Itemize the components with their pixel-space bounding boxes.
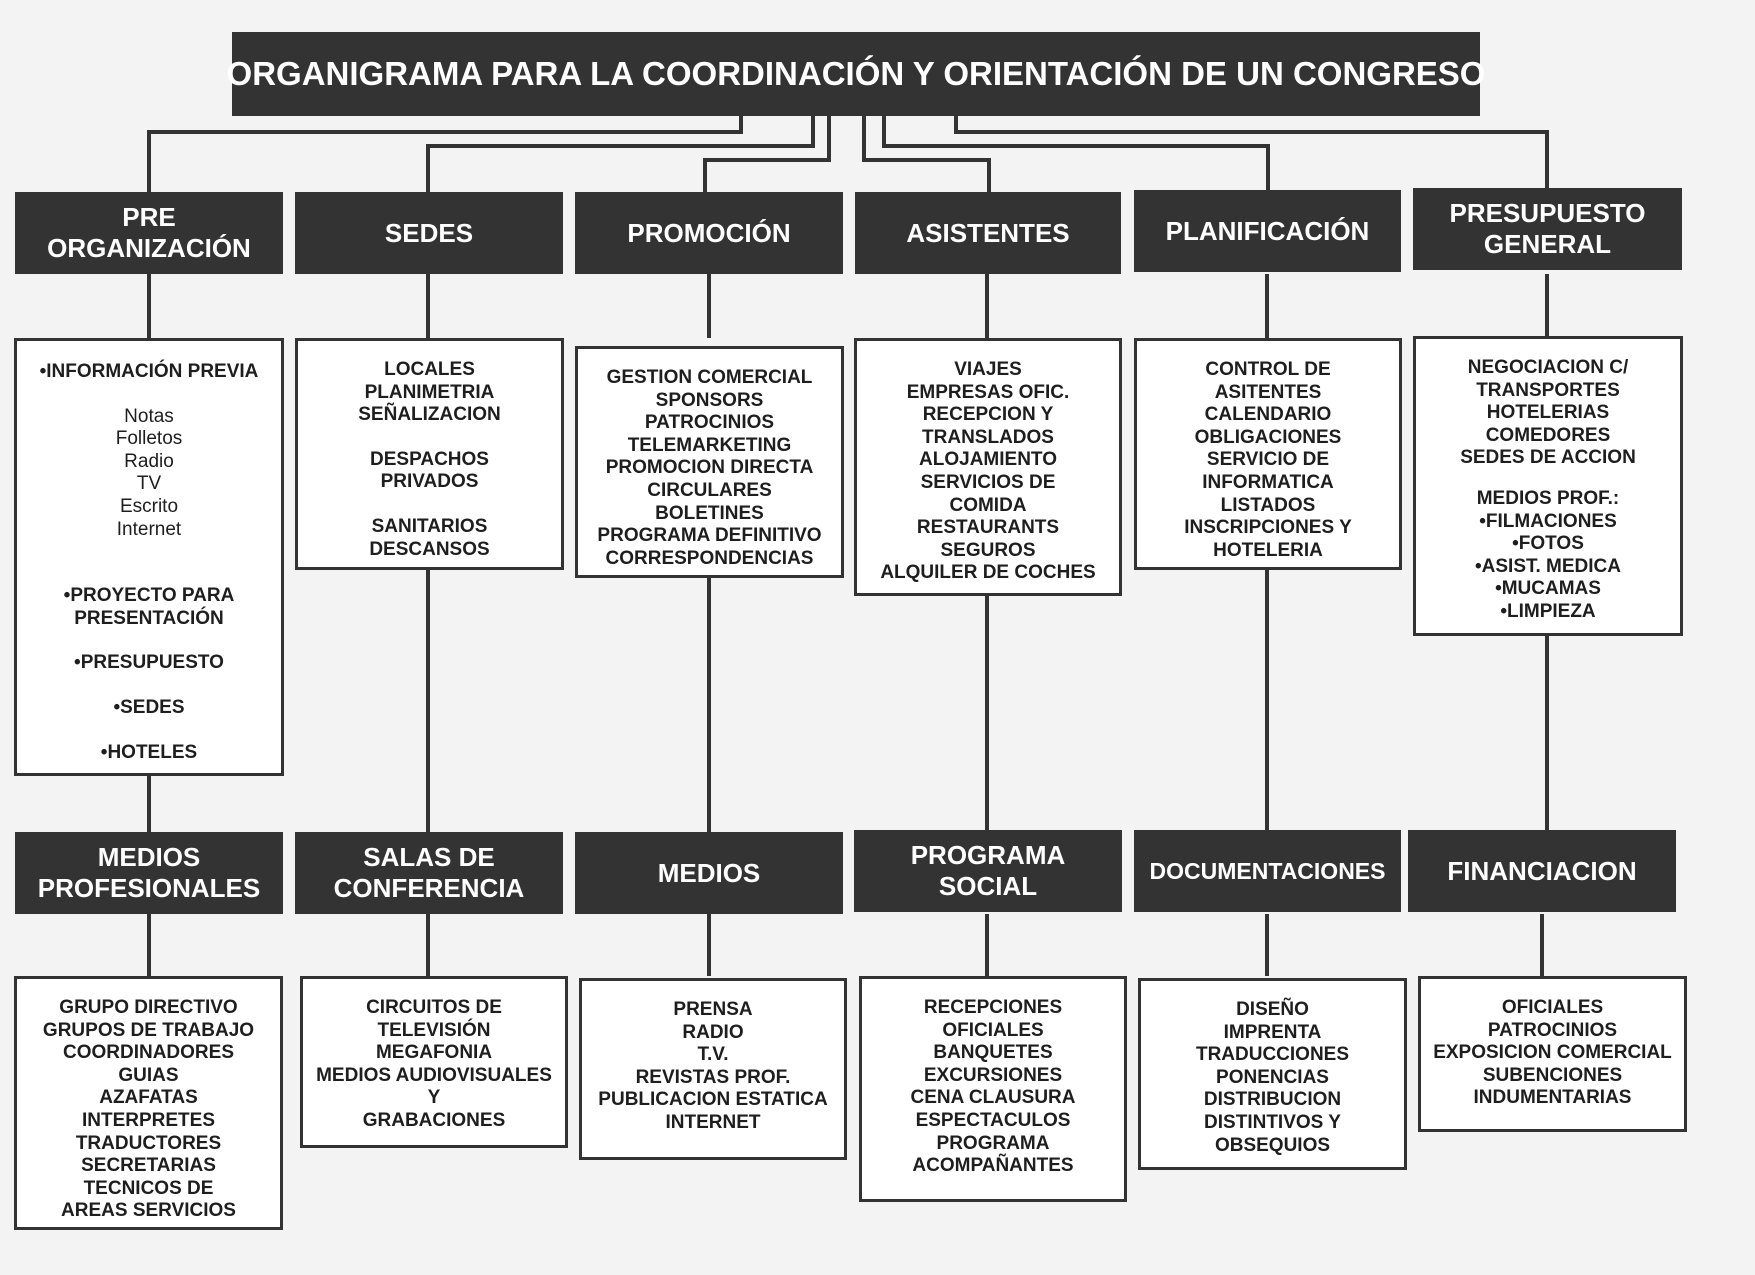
connector-promocion [705, 116, 829, 192]
box-medios-profesionales [14, 976, 283, 1230]
header-salas-de-conferencia [295, 832, 563, 914]
sedes-group-3: SANITARIOS DESCANSOS [369, 515, 490, 560]
header-promocion [575, 192, 843, 274]
promocion-list: GESTION COMERCIAL SPONSORS PATROCINIOS TELEMARKETING PROMOCION DIRECTA CIRCULARES BOLETINES PROGRAMA DEFINITIVO CORRESPONDENCIAS [597, 367, 822, 569]
box-promocion [575, 346, 844, 578]
box-financiacion [1418, 976, 1687, 1132]
item-presupuesto: •PRESUPUESTO [74, 652, 224, 674]
presupuesto-group-2: MEDIOS PROF.: •FILMACIONES •FOTOS •ASIST. MEDICA •MUCAMAS •LIMPIEZA [1475, 487, 1621, 622]
header-label: SALAS DE CONFERENCIA [333, 842, 525, 903]
header-label: PRESUPUESTO GENERAL [1449, 198, 1646, 259]
item-sedes: •SEDES [113, 696, 185, 718]
header-label: DOCUMENTACIONES [1149, 857, 1386, 884]
header-medios [575, 832, 843, 914]
sedes-group-1: LOCALES PLANIMETRIA SEÑALIZACION [358, 359, 501, 426]
box-planificacion [1134, 338, 1402, 570]
header-label: PRE ORGANIZACIÓN [47, 202, 251, 263]
programa-social-list: RECEPCIONES OFICIALES BANQUETES EXCURSIONES CENA CLAUSURA ESPECTACULOS PROGRAMA ACOMPAÑANTES [910, 997, 1076, 1177]
header-sedes [295, 192, 563, 274]
salas-list: CIRCUITOS DE TELEVISIÓN MEGAFONIA MEDIOS AUDIOVISUALES Y GRABACIONES [316, 997, 552, 1131]
box-presupuesto-general [1413, 336, 1683, 636]
header-planificacion [1134, 190, 1401, 272]
header-label: FINANCIACION [1447, 855, 1637, 886]
planificacion-list: CONTROL DE ASITENTES CALENDARIO OBLIGACIONES SERVICIO DE INFORMATICA LISTADOS INSCRIPCIONES Y HOTELERIA [1184, 359, 1352, 561]
item-informacion-previa: •INFORMACIÓN PREVIA [39, 361, 259, 382]
connector-planificacion [884, 116, 1268, 192]
info-items-list: Notas Folletos Radio TV Escrito Internet [115, 405, 183, 540]
presupuesto-group-1: NEGOCIACION C/ TRANSPORTES HOTELERIAS COMEDORES SEDES DE ACCION [1460, 357, 1636, 469]
header-medios-profesionales [15, 832, 283, 914]
connector-sedes [428, 116, 813, 192]
header-asistentes [855, 192, 1121, 274]
box-salas-de-conferencia [300, 976, 568, 1148]
header-presupuesto-general [1413, 188, 1682, 270]
financiacion-list: OFICIALES PATROCINIOS EXPOSICION COMERCIAL SUBENCIONES INDUMENTARIAS [1433, 997, 1672, 1109]
header-label: MEDIOS [657, 857, 761, 888]
header-label: ASISTENTES [906, 217, 1070, 248]
header-label: PROGRAMA SOCIAL [910, 840, 1066, 901]
sedes-group-2: DESPACHOS PRIVADOS [370, 448, 489, 493]
item-hoteles: •HOTELES [100, 741, 198, 763]
connector-presupuesto [956, 116, 1547, 192]
header-label: PROMOCIÓN [627, 217, 791, 248]
header-programa-social [854, 830, 1122, 912]
header-documentaciones [1134, 830, 1401, 912]
asistentes-list: VIAJES EMPRESAS OFIC. RECEPCION Y TRANSLADOS ALOJAMIENTO SERVICIOS DE COMIDA RESTAURANTS SEGUROS ALQUILER DE COCHES [880, 359, 1096, 584]
box-programa-social [859, 976, 1127, 1202]
connector-pre-organizacion [149, 116, 741, 192]
header-label: SEDES [384, 217, 474, 248]
chart-title: ORGANIGRAMA PARA LA COORDINACIÓN Y ORIENTACIÓN DE UN CONGRESO [232, 32, 1480, 116]
header-label: MEDIOS PROFESIONALES [37, 842, 261, 903]
box-pre-organizacion [14, 338, 284, 776]
header-label: PLANIFICACIÓN [1165, 215, 1370, 246]
box-medios [579, 978, 847, 1160]
header-pre-organizacion [15, 192, 283, 274]
medios-profesionales-list: GRUPO DIRECTIVO GRUPOS DE TRABAJO COORDINADORES GUIAS AZAFATAS INTERPRETES TRADUCTORES SECRETARIAS TECNICOS DE AREAS SERVICIOS [42, 997, 255, 1222]
documentaciones-list: DISEÑO IMPRENTA TRADUCCIONES PONENCIAS DISTRIBUCION DISTINTIVOS Y OBSEQUIOS [1195, 999, 1350, 1156]
medios-list: PRENSA RADIO T.V. REVISTAS PROF. PUBLICACION ESTATICA INTERNET [598, 999, 828, 1133]
box-asistentes [854, 338, 1122, 596]
header-financiacion [1408, 830, 1676, 912]
box-sedes [295, 338, 564, 570]
item-proyecto: •PROYECTO PARA PRESENTACIÓN [63, 585, 235, 629]
box-documentaciones [1138, 978, 1407, 1170]
